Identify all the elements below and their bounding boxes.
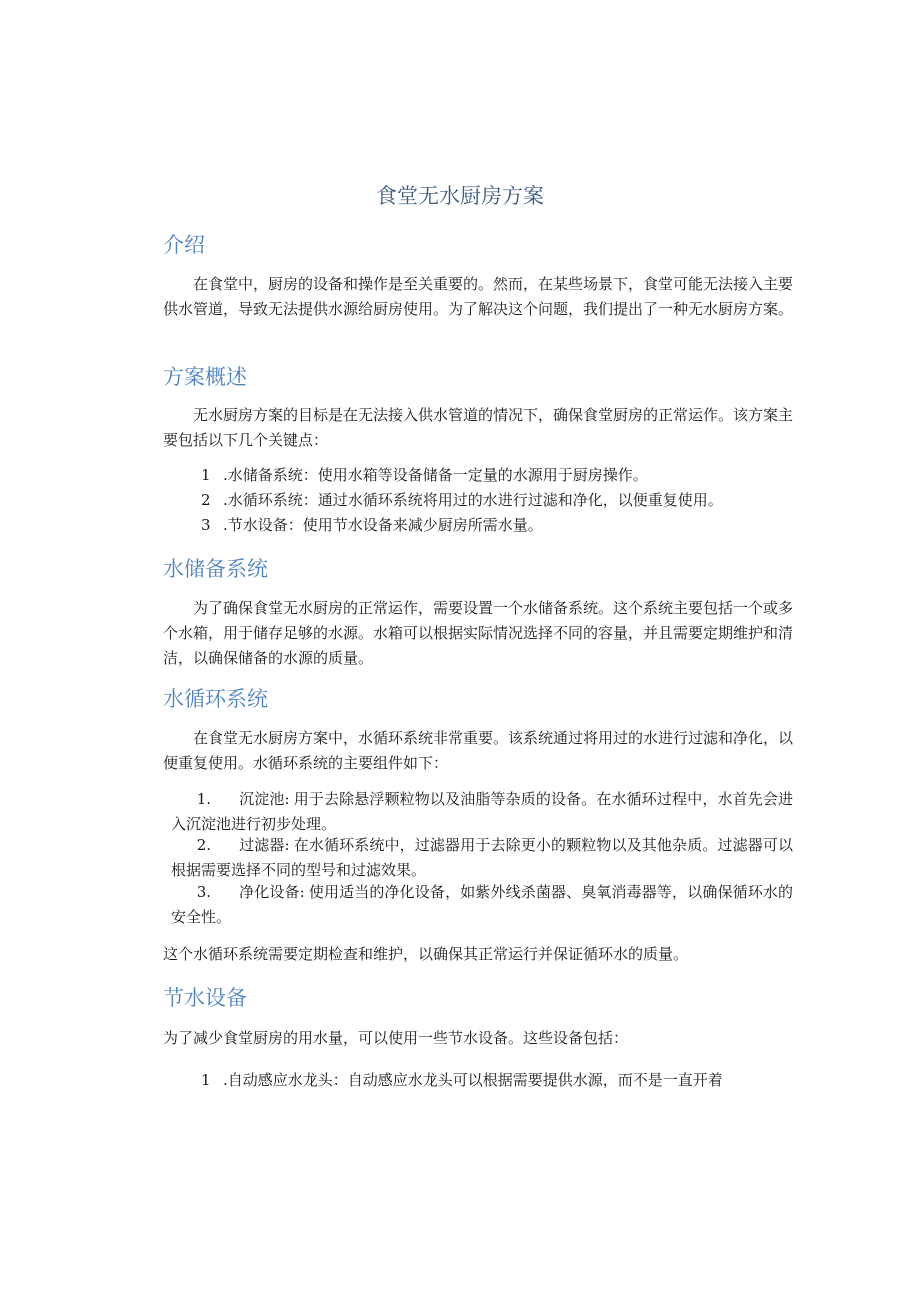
heading-intro: 介绍 [163, 233, 205, 257]
list-number: 2 [201, 491, 211, 509]
list-number: 1 [201, 466, 211, 484]
list-number: 1 [201, 1071, 211, 1089]
component-number: 2. [196, 836, 211, 854]
list-number: 3 [201, 516, 211, 534]
list-text: .自动感应水龙头：自动感应水龙头可以根据需要提供水源，而不是一直开着 [223, 1071, 723, 1089]
paragraph-saving: 为了减少食堂厨房的用水量，可以使用一些节水设备。这些设备包括： [163, 1029, 629, 1047]
list-item [201, 1068, 801, 1093]
heading-overview: 方案概述 [163, 365, 247, 389]
document-title: 食堂无水厨房方案 [376, 184, 544, 208]
paragraph-intro: 在食堂中，厨房的设备和操作是至关重要的。然而，在某些场景下，食堂可能无法接入主要供水管道，导致无法提供水源给厨房使用。为了解决这个问题，我们提出了一种无水厨房方案。 [163, 275, 794, 318]
component-item-purifier [171, 880, 793, 930]
component-text: 在水循环系统中，过滤器用于去除更小的颗粒物以及其他杂质。过滤器可以根据需要选择不同的型号和过滤效果。 [171, 836, 793, 879]
list-item [201, 488, 801, 513]
paragraph-storage: 为了确保食堂无水厨房的正常运作，需要设置一个水储备系统。这个系统主要包括一个或多个水箱，用于储存足够的水源。水箱可以根据实际情况选择不同的容量，并且需要定期维护和清洁，以确保储备的水源的质量。 [163, 599, 794, 667]
component-text: 用于去除悬浮颗粒物以及油脂等杂质的设备。在水循环过程中，水首先会进入沉淀池进行初步处理。 [171, 790, 793, 833]
list-text: .节水设备：使用节水设备来减少厨房所需水量。 [223, 516, 543, 534]
component-name: 过滤器: [239, 836, 290, 854]
component-number: 1. [196, 790, 211, 808]
component-name: 沉淀池: [239, 790, 290, 808]
component-item-filter [171, 833, 793, 883]
component-number: 3. [196, 883, 211, 901]
heading-storage: 水储备系统 [163, 557, 268, 581]
heading-saving: 节水设备 [163, 986, 247, 1010]
component-item-sedimentation [171, 787, 793, 837]
list-text: .水储备系统：使用水箱等设备储备一定量的水源用于厨房操作。 [223, 466, 648, 484]
heading-circulation: 水循环系统 [163, 687, 268, 711]
paragraph-circulation: 在食堂无水厨房方案中，水循环系统非常重要。该系统通过将用过的水进行过滤和净化，以便重复使用。水循环系统的主要组件如下： [163, 729, 794, 772]
list-text: .水循环系统：通过水循环系统将用过的水进行过滤和净化，以便重复使用。 [223, 491, 723, 509]
paragraph-circulation-closing: 这个水循环系统需要定期检查和维护，以确保其正常运行并保证循环水的质量。 [163, 945, 689, 963]
list-item [201, 463, 801, 488]
list-item [201, 513, 801, 538]
component-name: 净化设备: [239, 883, 305, 901]
paragraph-overview: 无水厨房方案的目标是在无法接入供水管道的情况下，确保食堂厨房的正常运作。该方案主要包括以下几个关键点： [163, 406, 794, 449]
component-text: 使用适当的净化设备，如紫外线杀菌器、臭氧消毒器等，以确保循环水的安全性。 [171, 883, 793, 926]
